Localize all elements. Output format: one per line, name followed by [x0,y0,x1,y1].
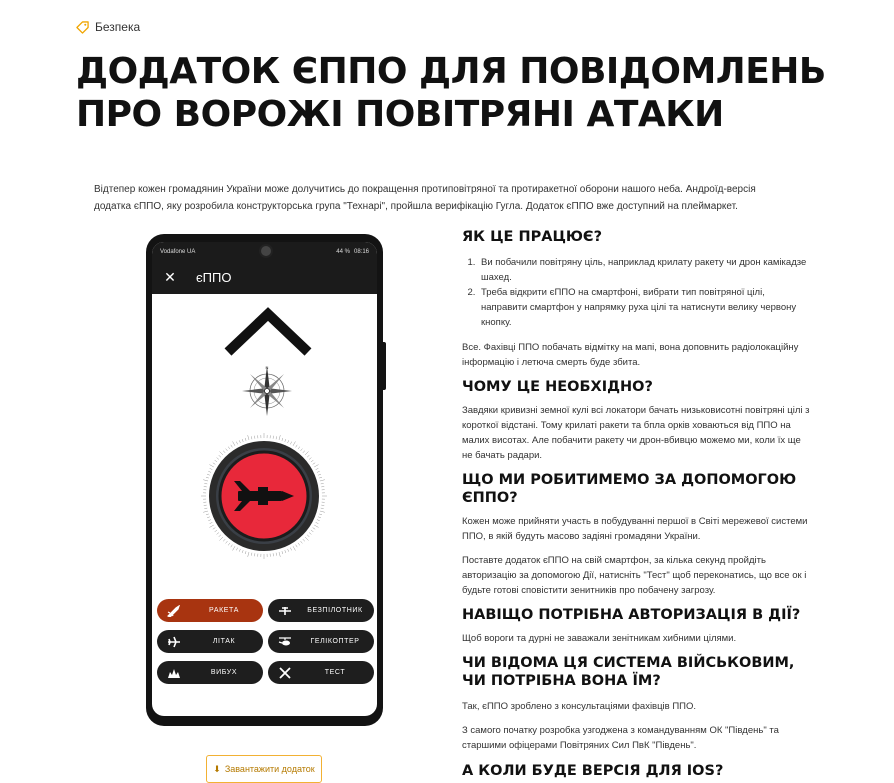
dial-tick [319,514,322,515]
heading-military: ЧИ ВІДОМА ЦЯ СИСТЕМА ВІЙСЬКОВИМ, ЧИ ПОТРІБНА ВОНА ЇМ? [462,654,812,690]
what-p1: Кожен може прийняти участь в побудуванні першої в Світі мережевої системи ППО, в якій будуть масово задіяні громадяни України. [462,514,812,544]
dial-tick [219,451,223,455]
dial-tick [301,449,303,451]
dial-tick [296,545,298,548]
dial-tick [228,543,230,545]
how-steps [462,255,812,330]
dial-tick [219,455,221,457]
dial-tick [242,439,243,442]
heading-ios: А КОЛИ БУДЕ ВЕРСІЯ ДЛЯ IOS? [462,762,812,780]
dial-tick [245,551,246,554]
heading-how: ЯК ЦЕ ПРАЦЮЄ? [462,228,812,246]
how-after: Все. Фахівці ППО побачать відмітку на мапі, вона доповнить радіолокаційну інформацію і летюча смерть буде збита. [462,340,812,370]
dial-tick [314,465,318,468]
auth-text: Щоб вороги та дурні не заважали зенітникам хибними цілями. [462,631,812,646]
dial-tick [311,460,313,462]
dial-tick [236,548,237,551]
dial-tick [307,455,309,457]
dial-tick [213,528,216,530]
phone-mockup [146,234,383,726]
compass-icon [240,364,294,418]
dial-tick [279,552,280,557]
battery-label: 44 % [336,249,350,255]
dial-tick [251,436,252,439]
tag-icon [76,21,89,34]
target-type-grid [157,599,375,684]
dial-tick [290,548,291,551]
list-item: 2. Треба відкрити єППО на смартфоні, вибрати тип повітряної цілі, направити смартфон у напрямку руха цілі та натиснути велику червону кнопку. [478,285,812,330]
dial-tick [215,530,217,532]
dial-tick [321,508,324,509]
military-p2: З самого початку розробка узгоджена з командуванням ОК "Південь" та старшими офіцерами Повітряних Сил ПвК "Південь". [462,723,812,753]
dial-tick [313,528,316,530]
dial-tick [204,483,207,484]
dial-tick [314,525,318,528]
download-label: Завантажити додаток [225,764,315,774]
dial-tick [209,525,213,528]
drone-button[interactable]: БЕЗПІЛОТНИК [268,599,374,622]
dial-tick [203,480,208,481]
dial-tick [233,441,236,445]
dial-tick [208,520,211,521]
status-bar [152,242,377,261]
dial-tick [279,435,280,440]
dial-tick [276,436,277,439]
dial-tick [236,442,237,445]
dial-tick [223,539,225,541]
dial-tick [210,522,213,523]
what-p2: Поставте додаток єППО на свій смартфон, за кілька секунд пройдіть авторизацію за допомогою Дії, натисніть "Тест" щоб переконатись, що все ок і будьте готові сповістити зенитників про побачену загрозу. [462,553,812,598]
dial-tick [290,442,291,445]
dial-tick [213,463,216,465]
dial-tick [207,517,210,518]
time-label: 08:16 [354,249,369,255]
close-icon[interactable]: ✕ [152,269,188,286]
dial-tick [318,517,321,518]
dial-tick [288,549,289,552]
category-link[interactable] [76,20,140,34]
dial-tick [223,451,225,453]
explosion-icon [167,667,181,679]
dial-tick [282,551,283,554]
dial-tick [276,553,277,556]
missile-button[interactable]: РАКЕТА [157,599,263,622]
dial-tick [317,520,320,521]
dial-tick [226,449,228,451]
dial-tick [321,483,324,484]
dial-tick [301,541,303,543]
article-body [462,228,812,780]
dial-tick [285,439,286,442]
helicopter-button[interactable]: ГЕЛІКОПТЕР [268,630,374,653]
dial-tick [239,440,240,443]
dial-tick [316,468,319,469]
dial-tick [311,530,313,532]
dial-tick [293,546,296,550]
category-label: Безпека [95,20,140,34]
dial-tick [208,471,211,472]
plane-button[interactable]: ЛІТАК [157,630,263,653]
chevron-up-icon [222,306,314,358]
report-button[interactable] [200,432,328,560]
drone-icon [278,605,292,617]
dial-tick [298,447,300,449]
explosion-button[interactable]: ВИБУХ [157,661,263,684]
dial-tick [318,474,321,475]
dial-tick [245,438,246,441]
dial-tick [219,537,223,541]
svg-text:N: N [266,365,269,370]
dial-tick [307,535,309,537]
dial-tick [203,511,208,512]
list-item: 1. Ви побачили повітряну ціль, наприклад крилату ракету чи дрон камікадзе шахед. [478,255,812,285]
dial-tick [316,522,319,523]
dial-tick [217,533,219,535]
dial-tick [248,552,249,557]
heading-auth: НАВІЩО ПОТРІБНА АВТОРИЗАЦІЯ В ДІЇ? [462,606,812,624]
dial-tick [309,533,311,535]
dial-tick [313,463,316,465]
dial-tick [210,468,213,469]
download-icon: ⬇ [213,764,221,775]
intro-text: Відтепер кожен громадянин України може долучитись до покращення протиповітряної та протиракетної оборони нашого неба. Андроїд-версія додатка єППО, яку розробила конструкторська група "Технарі", пройшла верифікацію Гугла. Додаток єППО вже доступний на плеймаркет. [94,181,794,215]
dial-tick [251,553,252,556]
app-title: єППО [196,270,231,285]
dial-tick [239,549,240,552]
dial-tick [320,511,325,512]
dial-tick [231,445,233,448]
dial-tick [320,480,325,481]
dial-tick [204,508,207,509]
dial-tick [303,539,305,541]
dial-tick [309,458,311,460]
dial-tick [303,451,305,453]
dial-tick [319,477,322,478]
dial-tick [206,514,209,515]
dial-tick [305,537,309,541]
dial-tick [226,541,228,543]
download-button[interactable] [206,755,322,783]
dial-tick [288,440,289,443]
dial-tick [209,465,213,468]
page-title: ДОДАТОК ЄППО ДЛЯ ПОВІДОМЛЕНЬ ПРО ВОРОЖІ ПОВІТРЯНІ АТАКИ [76,50,856,136]
app-bar [152,261,377,294]
military-p1: Так, єППО зроблено з консультаціями фахівців ППО. [462,699,812,714]
phone-screen [152,242,377,716]
plane-icon [167,636,181,648]
missile-small-icon [167,605,181,617]
dial-tick [242,550,243,553]
dial-tick [296,445,298,448]
dial-tick [285,550,286,553]
dial-tick [207,474,210,475]
camera-icon [259,244,273,258]
heading-why: ЧОМУ ЦЕ НЕОБХІДНО? [462,378,812,396]
dial-tick [248,435,249,440]
dial-tick [206,477,209,478]
dial-tick [231,545,233,548]
carrier-label: Vodafone UA [160,249,195,255]
dial-tick [305,451,309,455]
dial-tick [233,546,236,550]
helicopter-icon [278,636,292,648]
dial-tick [219,535,221,537]
why-text: Завдяки кривизні земної кулі всі локатори бачать низьковисотні повітряні цілі з короткої відстані. Тому крилаті ракети та бпла орків ховаються від ППО на малих висотах. Але побачити ракету чи дрон-вбивцю можемо ми, коли їх ще не бачать радари. [462,403,812,463]
dial-tick [217,458,219,460]
dial-tick [228,447,230,449]
dial-tick [298,543,300,545]
test-button[interactable]: ТЕСТ [268,661,374,684]
dial-tick [293,441,296,445]
tools-icon [278,667,292,679]
dial-tick [282,438,283,441]
dial-tick [317,471,320,472]
heading-what: ЩО МИ РОБИТИМЕМО ЗА ДОПОМОГОЮ ЄППО? [462,471,812,507]
dial-tick [215,460,217,462]
